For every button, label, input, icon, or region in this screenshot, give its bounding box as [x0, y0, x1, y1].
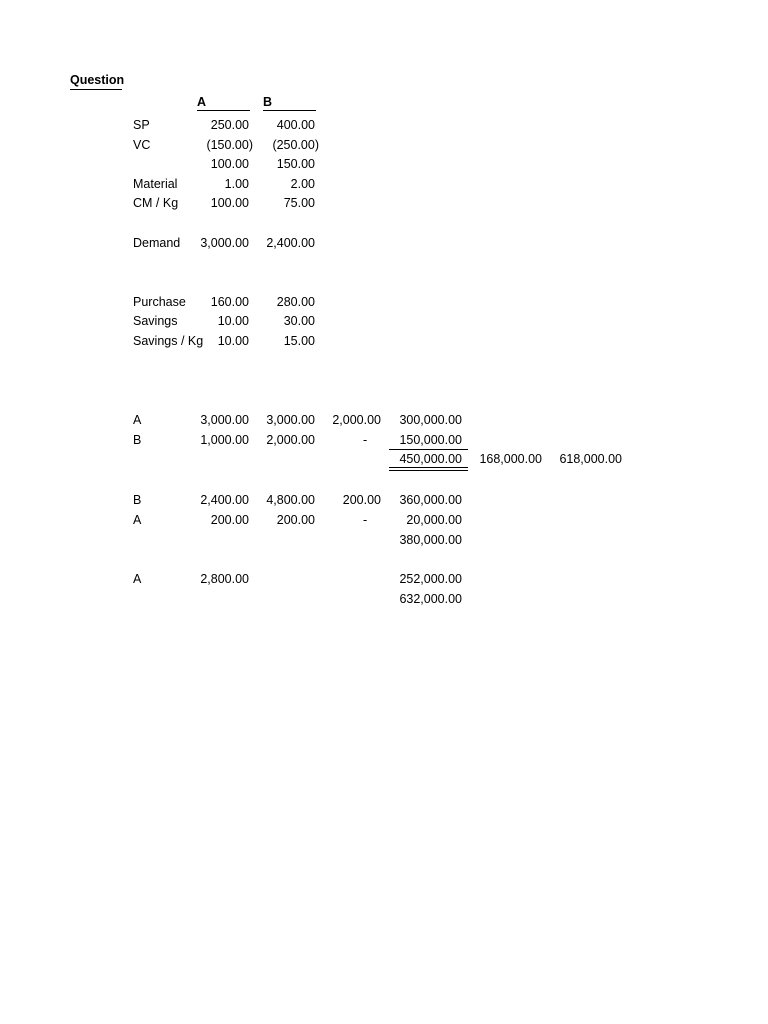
cell-2: 2,000.00	[266, 433, 315, 447]
cell-4: 252,000.00	[399, 572, 462, 586]
cell-b: 15.00	[283, 334, 315, 348]
cell-b: 2,400.00	[266, 236, 315, 250]
row-label: VC	[133, 138, 151, 152]
row-label: Purchase	[133, 295, 186, 309]
double-rule-bottom	[389, 470, 468, 471]
cell-a: 10.00	[217, 334, 249, 348]
cell-b: (250.00)	[272, 138, 319, 152]
cell-a: 10.00	[217, 314, 249, 328]
row-label: Savings	[133, 314, 178, 328]
cell-a: 100.00	[210, 157, 249, 171]
row-label: B	[133, 493, 142, 507]
col-header-b: B	[263, 95, 273, 109]
cell-1: 2,800.00	[200, 572, 249, 586]
cell-b: 30.00	[283, 314, 315, 328]
plan2-total: 632,000.00	[399, 592, 462, 606]
cell-4: 20,000.00	[406, 513, 462, 527]
plan2-subtotal: 380,000.00	[399, 533, 462, 547]
double-rule-top	[389, 467, 468, 468]
row-label: B	[133, 433, 142, 447]
cell-3: 2,000.00	[332, 413, 381, 427]
cell-a: 100.00	[210, 196, 249, 210]
plan1-total: 450,000.00	[399, 452, 462, 466]
row-label: Demand	[133, 236, 181, 250]
cell-2: 4,800.00	[266, 493, 315, 507]
page-title: Question	[70, 73, 125, 87]
row-label: Material	[133, 177, 178, 191]
cell-b: 2.00	[290, 177, 315, 191]
title-underline	[70, 89, 122, 90]
cell-a: 1.00	[224, 177, 249, 191]
row-label: CM / Kg	[133, 196, 179, 210]
cell-3: -	[363, 433, 368, 447]
cell-a: 160.00	[210, 295, 249, 309]
row-label: SP	[133, 118, 150, 132]
cell-3: -	[363, 513, 368, 527]
plan1-extra: 168,000.00	[479, 452, 542, 466]
col-header-a: A	[197, 95, 207, 109]
row-label: A	[133, 413, 142, 427]
row-label: A	[133, 513, 142, 527]
cell-b: 280.00	[276, 295, 315, 309]
cell-b: 150.00	[276, 157, 315, 171]
cell-a: (150.00)	[206, 138, 253, 152]
col-header-b-underline	[263, 110, 316, 111]
row-label: Savings / Kg	[133, 334, 204, 348]
cell-a: 3,000.00	[200, 236, 249, 250]
cell-1: 200.00	[210, 513, 249, 527]
cell-4: 150,000.00	[399, 433, 462, 447]
subtotal-rule	[389, 449, 468, 450]
cell-3: 200.00	[342, 493, 381, 507]
cell-a: 250.00	[210, 118, 249, 132]
plan1-grand: 618,000.00	[559, 452, 622, 466]
cell-1: 2,400.00	[200, 493, 249, 507]
cell-b: 400.00	[276, 118, 315, 132]
cell-1: 1,000.00	[200, 433, 249, 447]
row-label: A	[133, 572, 142, 586]
cell-2: 3,000.00	[266, 413, 315, 427]
cell-4: 360,000.00	[399, 493, 462, 507]
cell-4: 300,000.00	[399, 413, 462, 427]
cell-b: 75.00	[283, 196, 315, 210]
cell-2: 200.00	[276, 513, 315, 527]
cell-1: 3,000.00	[200, 413, 249, 427]
col-header-a-underline	[197, 110, 250, 111]
